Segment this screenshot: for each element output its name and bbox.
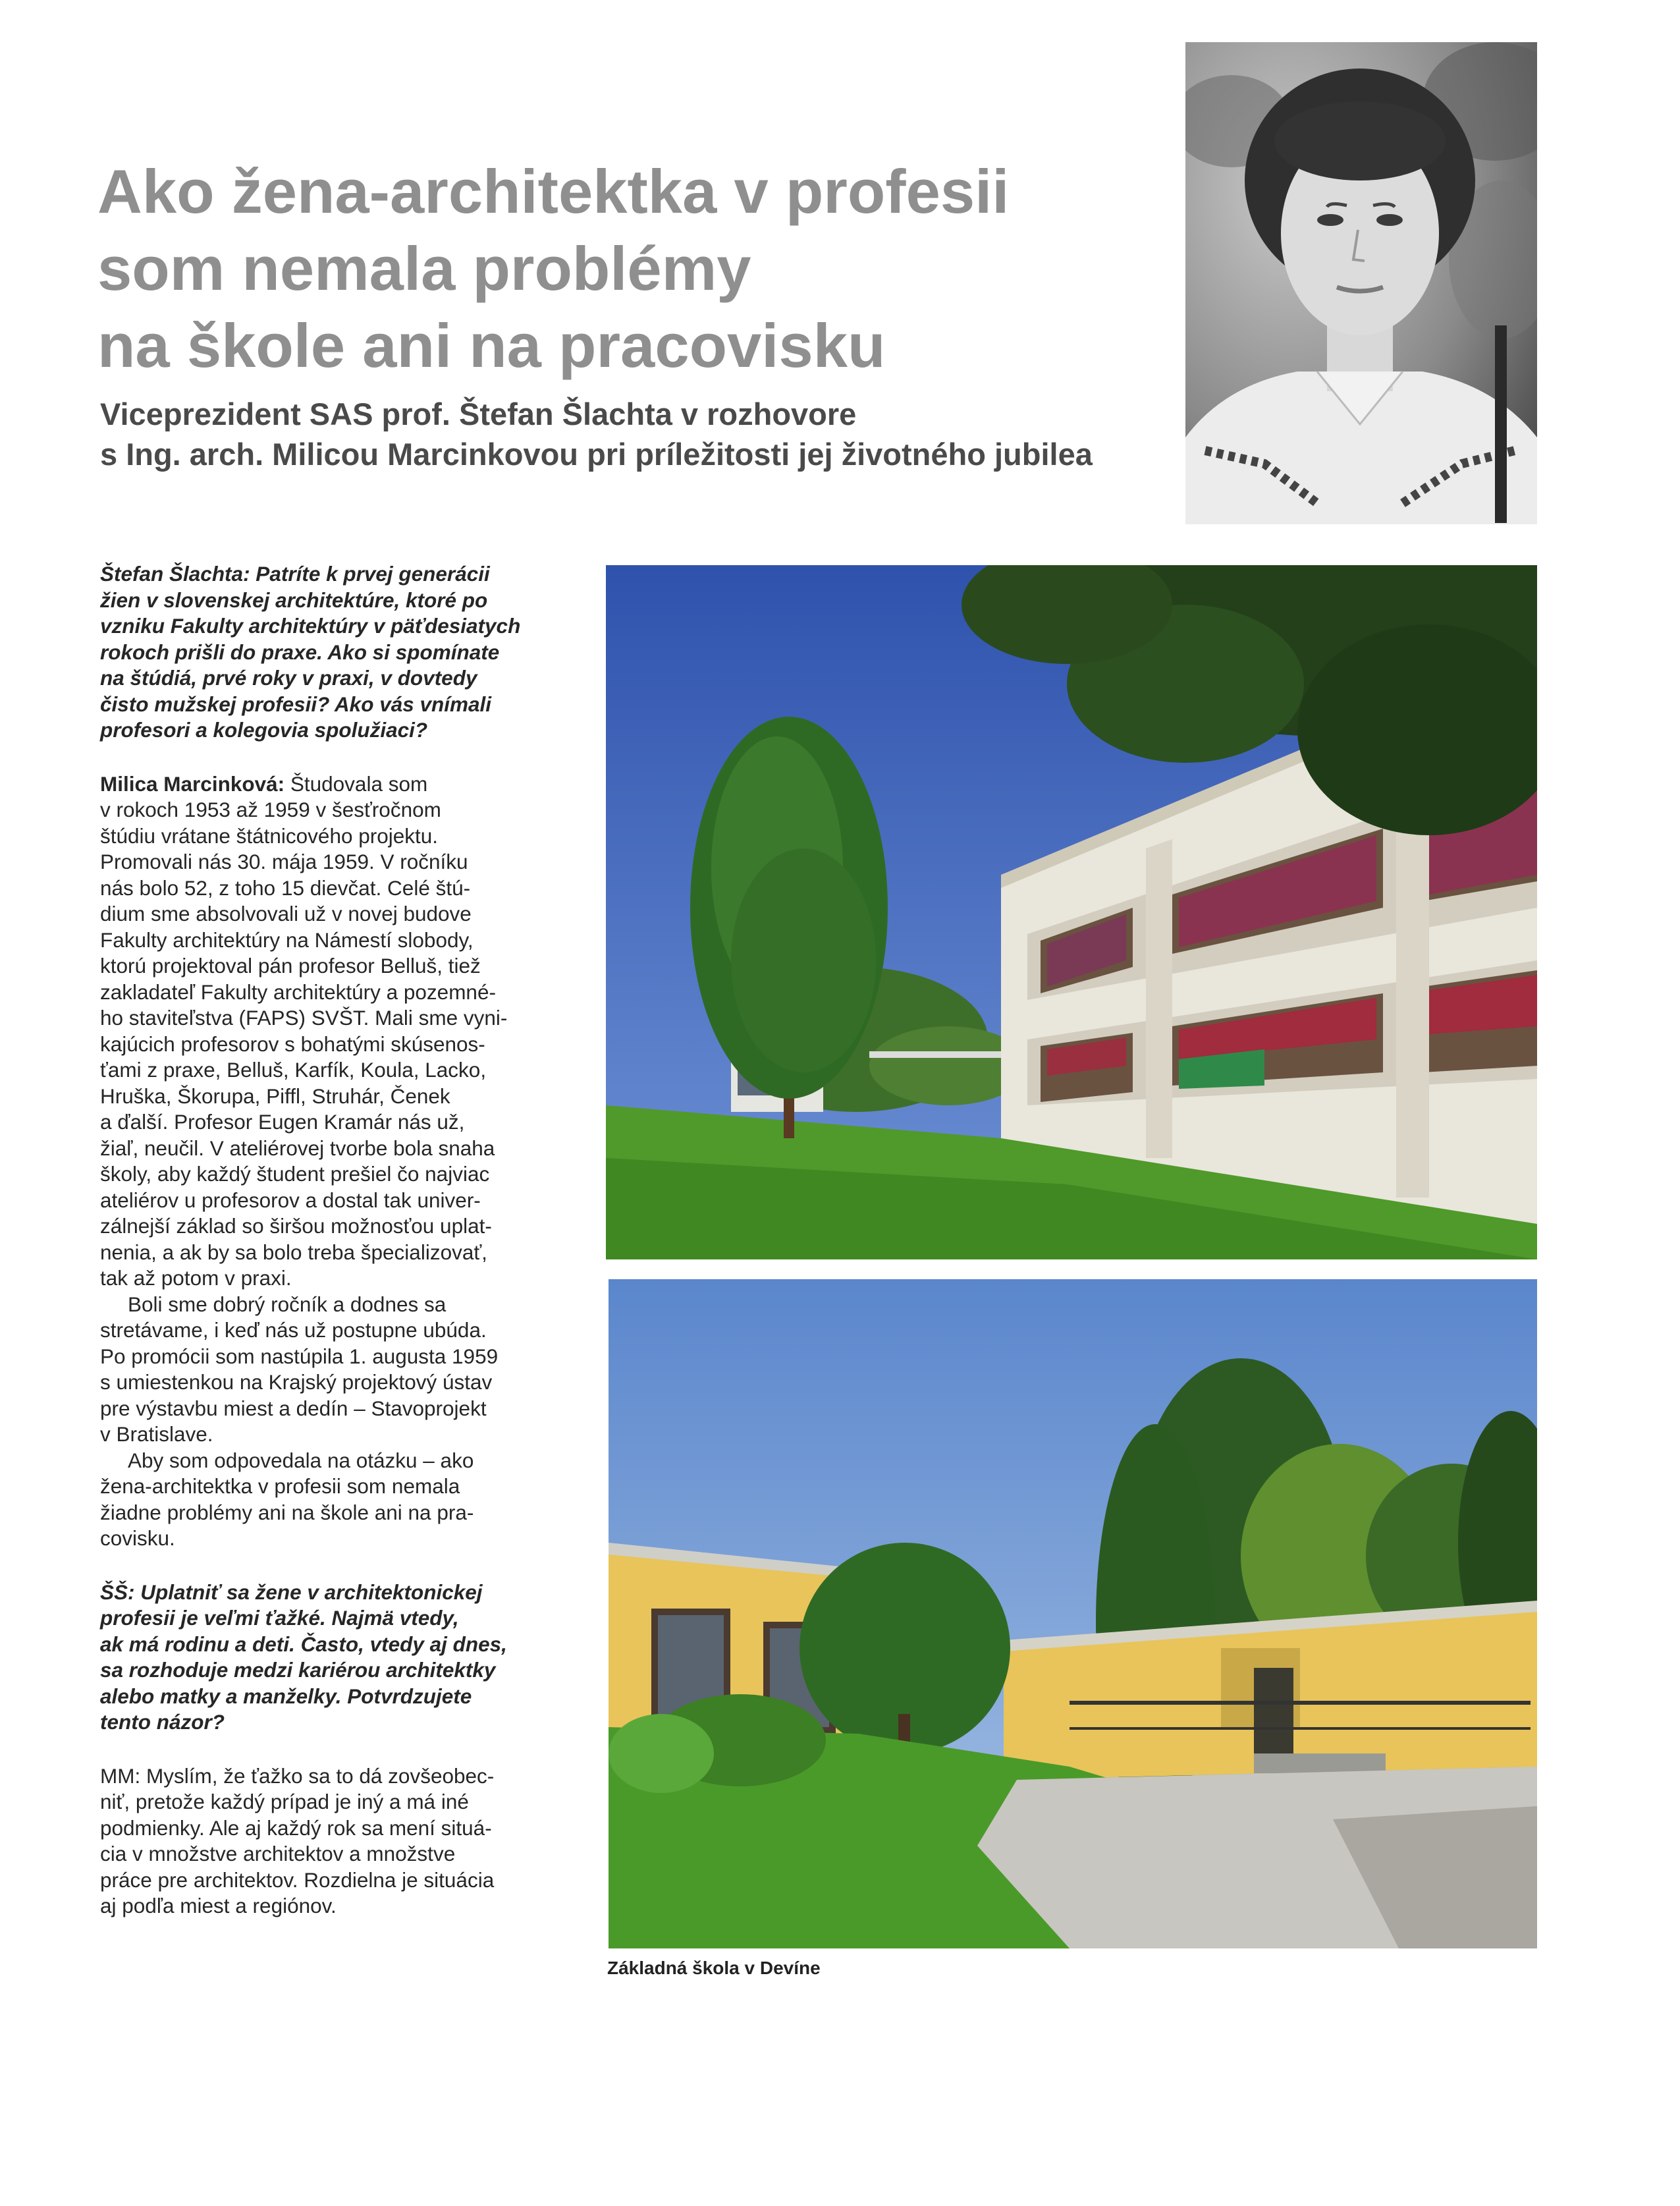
text-line: Fakulty architektúry na Námestí slobody,: [100, 927, 474, 952]
question-2: [100, 1580, 574, 1736]
text-line: v rokoch 1953 až 1959 v šesťročnom: [100, 798, 441, 821]
text-line: tento názor?: [100, 1710, 225, 1734]
answer-2: [100, 1763, 574, 1919]
text-line: žiaľ, neučil. V ateliérovej tvorbe bola snaha: [100, 1136, 495, 1160]
text-line: žena-architektka v profesii som nemala: [100, 1474, 460, 1498]
title-line-3: na škole ani na pracovisku: [97, 311, 886, 380]
text-line: štúdiu vrátane štátnicového projektu.: [100, 823, 439, 848]
text-line: pre výstavbu miest a dedín – Stavoprojekt: [100, 1396, 487, 1420]
text-line: MM: Myslím, že ťažko sa to dá zovšeobec-: [100, 1763, 495, 1788]
title-line-2: som nemala problémy: [97, 234, 751, 303]
text-line: tak až potom v praxi.: [100, 1266, 292, 1290]
text-line: Aby som odpovedala na otázku – ako: [128, 1448, 474, 1472]
yellow-school-illustration: [609, 1279, 1537, 1948]
article-subtitle: [100, 394, 1154, 474]
text-line: žiadne problémy ani na škole ani na pra-: [100, 1500, 474, 1524]
text-line: žien v slovenskej architektúre, ktoré po: [100, 588, 488, 612]
text-line: ktorú projektoval pán profesor Belluš, tiež: [100, 954, 481, 978]
text-line: Po promócii som nastúpila 1. augusta 1959: [100, 1344, 499, 1368]
text-line: s umiestenkou na Krajský projektový ústav: [100, 1370, 493, 1394]
text-line: školy, aby každý študent prešiel čo najviac: [100, 1162, 490, 1186]
text-line: sa rozhoduje medzi kariérou architektky: [100, 1658, 496, 1682]
text-line: rokoch prišli do praxe. Ako si spomínate: [100, 640, 500, 664]
text-line: ateliérov u profesorov a dostal tak univer-: [100, 1188, 481, 1212]
subtitle-line-2: s Ing. arch. Milicou Marcinkovou pri príležitosti jej životného jubilea: [100, 437, 1093, 472]
text-line: alebo matky a manželky. Potvrdzujete: [100, 1684, 472, 1708]
text-line: práce pre architektov. Rozdielna je situácia: [100, 1867, 495, 1892]
question-1: [100, 561, 574, 744]
text-line: [100, 771, 574, 798]
article-title: [97, 153, 1151, 384]
text-line: a ďalší. Profesor Eugen Kramár nás už,: [100, 1110, 465, 1134]
answer-1: [100, 771, 574, 1552]
text-line: vzniku Fakulty architektúry v päťdesiatych: [100, 614, 521, 638]
text-line: v Bratislave.: [100, 1422, 213, 1446]
school-photo-1: [606, 565, 1537, 1259]
text-line: ho staviteľstva (FAPS) SVŠT. Mali sme vyni-: [100, 1006, 508, 1030]
text-line: aj podľa miest a regiónov.: [100, 1894, 337, 1917]
interview-text: [100, 561, 574, 1919]
text-line: stretávame, i keď nás už postupne ubúda.: [100, 1318, 487, 1342]
text-line: podmienky. Ale aj každý rok sa mení situá-: [100, 1815, 492, 1840]
text-line: na štúdiá, prvé roky v praxi, v dovtedy: [100, 666, 477, 690]
text-line: Štefan Šlachta: Patríte k prvej generácii: [100, 562, 490, 586]
subtitle-line-1: Viceprezident SAS prof. Štefan Šlachta v rozhovore: [100, 397, 857, 431]
text-line: ŠŠ: Uplatniť sa žene v architektonickej: [100, 1580, 483, 1604]
portrait-photo: [1185, 42, 1537, 524]
text-line: kajúcich profesorov s bohatými skúsenos-: [100, 1032, 485, 1056]
school-building-illustration: [606, 565, 1537, 1259]
text-line: profesori a kolegovia spolužiaci?: [100, 718, 428, 742]
text-line: Boli sme dobrý ročník a dodnes sa: [128, 1292, 447, 1316]
text-line: profesii je veľmi ťažké. Najmä vtedy,: [100, 1606, 459, 1630]
text-line: čisto mužskej profesii? Ako vás vnímali: [100, 692, 492, 716]
photo-caption: Základná škola v Devíne: [607, 1958, 821, 1978]
text-line: covisku.: [100, 1526, 175, 1550]
text-line: zakladateľ Fakulty architektúry a pozemné-: [100, 979, 496, 1004]
portrait-illustration: [1185, 42, 1537, 524]
speaker-name: Milica Marcinková:: [100, 771, 285, 796]
title-line-1: Ako žena-architektka v profesii: [97, 157, 1010, 226]
text-line: niť, pretože každý prípad je iný a má iné: [100, 1790, 469, 1813]
school-photo-2: [609, 1279, 1537, 1948]
text-line: Promovali nás 30. mája 1959. V ročníku: [100, 850, 468, 873]
text-line: dium sme absolvovali už v novej budove: [100, 902, 472, 925]
text-line: ťami z praxe, Belluš, Karfík, Koula, Lacko,: [100, 1058, 487, 1082]
text-line: Hruška, Škorupa, Piffl, Struhár, Čenek: [100, 1084, 450, 1108]
text-line: zálnejší základ so širšou možnosťou uplat-: [100, 1214, 492, 1238]
text-line: cia v množstve architektov a množstve: [100, 1842, 456, 1865]
text-line: ak má rodinu a deti. Často, vtedy aj dnes,: [100, 1632, 507, 1656]
text-line: nás bolo 52, z toho 15 dievčat. Celé štú-: [100, 875, 471, 900]
answer-start: Študovala som: [285, 771, 428, 796]
text-line: nenia, a ak by sa bolo treba špecializovať,: [100, 1240, 487, 1264]
